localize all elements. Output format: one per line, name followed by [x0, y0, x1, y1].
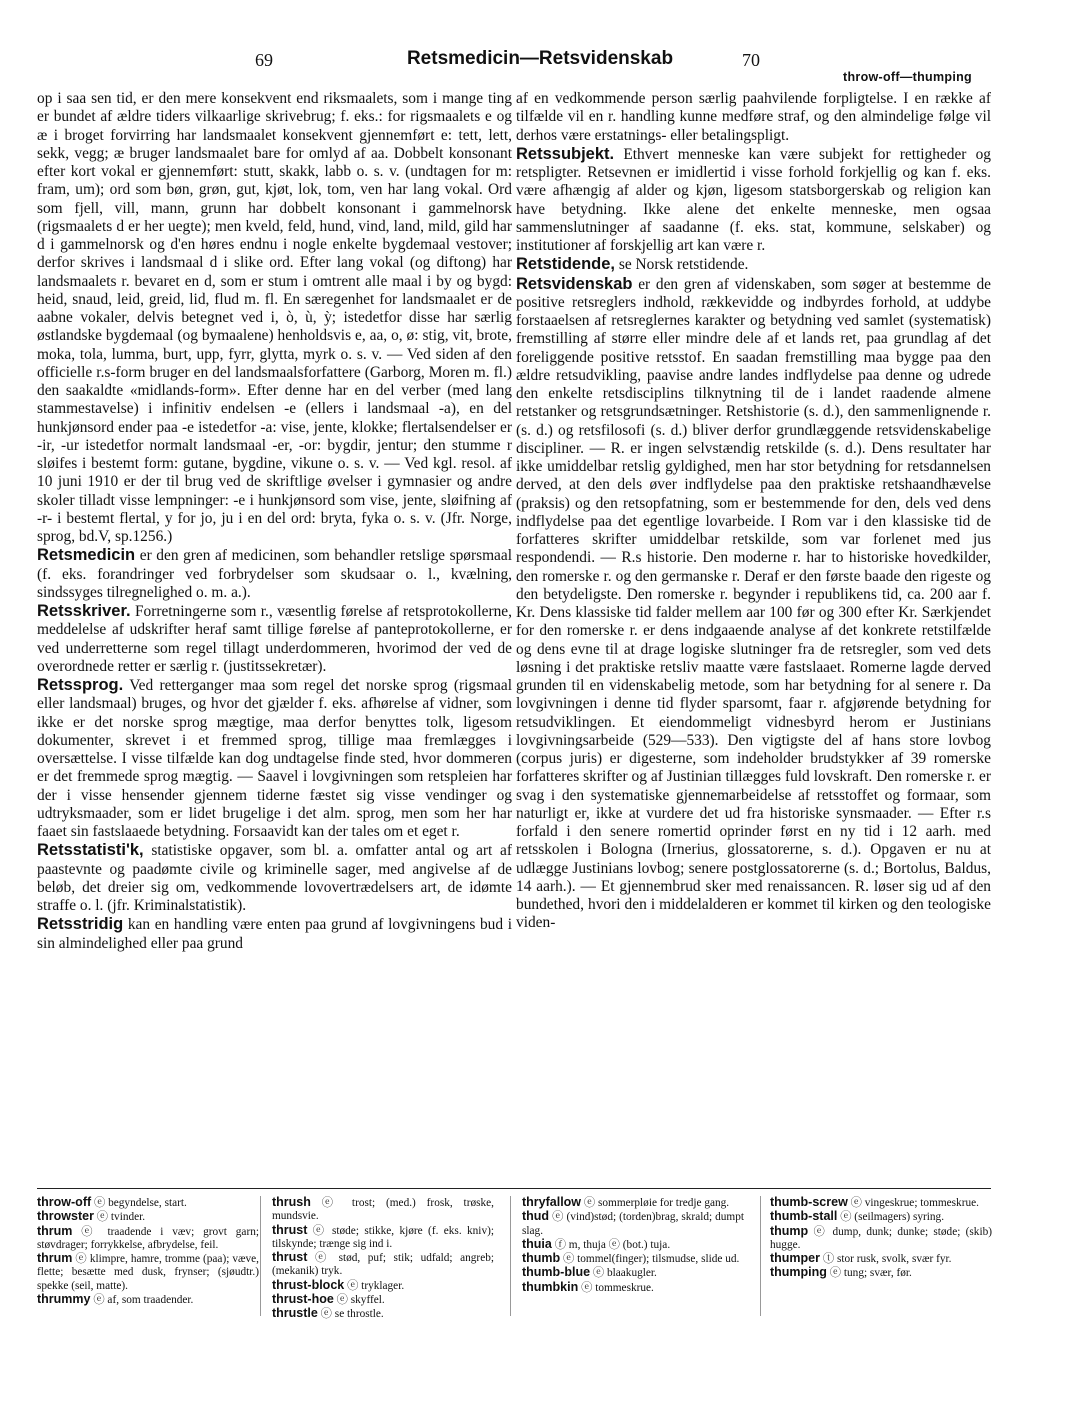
entry-retsstridig — [37, 915, 512, 953]
entry-text: Ethvert menneske kan være subjekt for rettigheder og retspligter. Retsevnen er imidlertid i visse forhold forkjellig og kan f. eks. være afhængig af alder og kjøn, ligesom statsborgerskab og religion kan have betydning. Ikke alene det enkelte menneske, men ogsaa sammenslutninger af saadanne (f. eks. stat, kommune, selskaber) og institutioner af forskjellig art kan være r. — [516, 145, 991, 254]
footer-headword: thrush — [272, 1195, 311, 1209]
footer-definition: ⓔ vingeskrue; tommeskrue. — [850, 1197, 979, 1209]
left-column — [37, 90, 512, 953]
footer-column-4 — [770, 1196, 992, 1281]
right-intro: af en vedkommende person særlig paahvilende forpligtelse. I en række af tilfælde vil en r. handling kunne medføre straf, og den almindelige følge vil derhos være erstatnings- eller betalingspligt. — [516, 90, 991, 144]
entry-text: Forretningerne som r., væsentlig førelse af retsprotokollerne, meddelelse af udskrifter heraf samt tillige førelse af panteprotokollerne, er ved underretterne som regel tillagt underdommeren, hvorimod der ved de overordnede retter er særlig r. (justitssekretær). — [37, 603, 512, 675]
footer-definition: ⓔ af, som traadender. — [93, 1294, 194, 1307]
footer-definition: ⓔ sommerpløie for tredje gang. — [583, 1197, 730, 1209]
entry-retstidende — [516, 255, 991, 274]
footer-entry — [770, 1225, 992, 1253]
headword: Retsvidenskab — [516, 274, 633, 293]
footer-entry — [272, 1224, 494, 1252]
footer-definition: ⓣ stor rusk, svolk, svær fyr. — [822, 1253, 952, 1266]
footer-entry — [272, 1279, 494, 1293]
footer-entry — [770, 1266, 992, 1280]
footer-definition: ⓔ tommeskrue. — [581, 1281, 654, 1294]
footer-entry — [770, 1210, 992, 1224]
footer-headword: thumb-blue — [522, 1265, 591, 1280]
entry-retsstatistik — [37, 841, 512, 915]
page-title: Retsmedicin—Retsvidenskab — [406, 48, 674, 69]
headword: Retsskriver. — [37, 602, 131, 620]
footer-entry — [272, 1251, 494, 1279]
footer-headword: throwster — [37, 1209, 94, 1224]
footer-headword: thumb-screw — [770, 1195, 848, 1209]
footer-definition: ⓔ se throstle. — [320, 1308, 384, 1321]
footer-entry — [522, 1266, 744, 1280]
footer-definition: ⓔ stød, puf; stik; udfald; angreb; (mekanik) tryk. — [272, 1252, 494, 1278]
footer-column-divider — [510, 1196, 511, 1316]
headword: Retssprog. — [37, 676, 124, 694]
footer-definition: ⓔ tryklager. — [347, 1279, 405, 1292]
entry-retsskriver — [37, 602, 512, 676]
headword: Retssubjekt. — [516, 144, 615, 163]
footer-entry — [770, 1196, 992, 1210]
footer-entry — [37, 1252, 259, 1293]
footer-entry — [272, 1293, 494, 1307]
footer-headword: thumb — [522, 1251, 561, 1266]
footer-headword: thrust-hoe — [272, 1292, 334, 1307]
footer-entry — [522, 1281, 744, 1295]
footer-headword: thrustle — [272, 1306, 318, 1321]
footer-headword: thrust — [272, 1222, 308, 1237]
footer-headword: thud — [522, 1209, 550, 1224]
footer-headword: thryfallow — [522, 1195, 582, 1209]
footer-headword: thump — [770, 1223, 809, 1238]
entry-text: kan en handling være enten paa grund af lovgivningens bud i sin almindelighed eller paa grund — [37, 916, 512, 952]
footer-divider — [37, 1188, 991, 1189]
entry-text: statistiske opgaver, som bl. a. omfatter antal og art af paastevnte og paadømte civile og kriminelle sager, med angivelse af de beløb, det dreier sig om, vedkommende lovovertrædelsers art, de idømte straffe o. l. (jfr. Kriminalstatistik). — [37, 842, 512, 914]
footer-definition: ⓔ trost; (med.) frosk, trøske, mundsvie. — [272, 1197, 494, 1223]
entry-text: er den gren af videnskaben, som søger at bestemme de positive retsreglers indhold, rækkevidde og indbyrdes forhold, at uddybe forstaaelsen af retsreglernes karakter og betydning ved samlet (systematisk) fremstilling af større eller mindre dele af et lands ret, paa grundlag af det foreliggende positive retsstof. En saadan fremstilling maa bygge paa den ældre retsudvikling, paavise andre landes indflydelse paa denne og udrede den enkelte retsdisciplins tilknytning til de i landet raadende almene retstanker og retsgrundsætninger. Retshistorie (s. d.), den sammenlignende r. (s. d.) og retsfilosofi (s. d.) bliver derfor grundlæggende retsvidenskabelige discipliner. — R. er ingen selvstændig retskilde (s. d.). Dens resultater har ikke umiddelbar retslig gyldighed, men har stor betydning for retsdannelsen derved, at den dels øver indflydelse paa den praktiske retshaandhævelse (praksis) og den retsopfatning, som er bestemmende for den, dels ved dens indflydelse paa det egentlige lovarbeide. I Rom var i den klassiske tid de forfatteres skrifter umiddelbar retskilde, som var forlenet med jus respondendi. — R.s historie. Den moderne r. har to historiske hovedkilder, den romerske r. og den germanske r. Deraf er den første baade den rigeste og den betydeligste. Den romerske r. begynder i republikens tid, ca. 200 aar f. Kr. Dens klassiske tid falder mellem aar 100 før og 300 efter Kr. Særkjendet for den romerske r. er dens indgaaende analyse af det konkrete retstilfælde og dens evne til at drage logiske slutninger fra de retsregler, som ved dets løsning i det praktiske retsliv maatte være fastslaaet. Romerne lagde derved grunden til en videnskabelig metode, som har betydning for al senere r. Da lovgivningen i denne tid flyder sparsomt, faar r. afgjørende betydning for retsudviklingen. Et eiendommeligt vidnesbyrd herom er Justinians lovgivningsarbeide (529—533). Den vigtigste del af hans store lovbog (corpus juris) er digesterne, som indeholder brudstykker af 39 romerske forfatteres skrifter og af Justinian tillægges fuld lovskraft. Den romerske r. er svag i den systematiske gjennemarbeidelse af retsstoffet og formaar, som naturligt er, ikke at vurdere det ud fra historiske synsmaader. — Efter r.s forfald i den senere romertid oprinder først en ny tid i 12 aarh. med retsskolen i Bologna (Irnerius, glossatorerne, s. d.). Opgaven er nu at udlægge Justinians lovbog; senere postglossatorerne (s. d.; Bortolus, Baldus, 14 aarh.). — Et gjennembrud sker med renaissancen. R. løser sig ud af den bundethed, hvori den i middelalderen er kommet til kirken og den teologiske viden- — [516, 275, 991, 932]
footer-entry — [37, 1210, 259, 1224]
footer-definition: ⓕ m, thuja ⓔ (bot.) tuja. — [554, 1238, 671, 1251]
footer-definition: ⓔ traadende i væv; grovt garn; støvdrager; forrykkelse, afbrydelse, feil. — [37, 1225, 259, 1251]
footer-entry — [37, 1225, 259, 1253]
footer-definition: ⓔ støde; stikke, kjøre (f. eks. kniv); tilskynde; trænge sig ind i. — [272, 1224, 494, 1250]
footer-definition: ⓔ begyndelse, start. — [93, 1197, 187, 1209]
footer-definition: ⓔ tvinder. — [96, 1211, 146, 1224]
footer-entry — [770, 1252, 992, 1266]
headword: Retsmedicin — [37, 546, 136, 565]
entry-text: se Norsk retstidende. — [618, 256, 749, 274]
left-intro: op i saa sen tid, er den mere konsekvent end riksmaalets, som i mange ting er bundet af ældre tiders vilkaarlige skrivebrug; f. eks.: for rigsmaalets e og æ i broget forvirring har landsmaalet konsekvent gjennemført e: tett, lett, sekk, vegg; æ bruger landsmaalet bare for omlyd af aa. Dobbelt konsonant efter kort vokal er gjennemført: stutt, skakk, labb o. s. v. (undtagen for m: fram, um); ord som bøn, grøn, gut, kjøt, lok, tom, ven har lang vokal. Ord som fjell, vill, mann, grunn har dobbelt konsonant i gammelnorsk (rigsmaalets d er her uegte); men kveld, feld, hund, vind, land, mild, gild har d i gammelnorsk og d'en høres endnu i nogle enkelte bygdemaal vestover; derfor skrives i landsmaal d i slike ord. Efter lang vokal (og diftong) har landsmaalets r. bevaret en d, som er stum i omtrent alle maal i by og bygd: heid, snaud, leid, greid, lid, flud m. fl. En særegenhet for landsmaalet er de aabne vokaler, delvis betegnet ved i, ò, ù, ỳ; istedetfor disse har særlig østlandske bygdemaal (og bymaalene) henholdsvis e, aa, o, ø: stig, vit, brote, moka, tola, lumma, burt, upp, fyrr, glytta, myrk o. s. v. — Ved siden af den officielle r.s-form bruger en del landsmaalsforfattere (Garborg, Moren m. fl.) den saakaldte «midlands-form». Efter denne har en del verber (med lang stammestavelse) i infinitiv endelsen -e (ellers i landsmaal -a), en del hunkjønsord ender paa -e istedetfor -a: vise, jente, klokke; flertalsendelser er -ir, -ur istedetfor normalt landsmaal -er, -or: bygdir, jentur; den stumme r sløifes i bestemt form: gutane, bygdine, vikune o. s. v. — Ved kgl. resol. af 10 juni 1910 er der til brug ved de skriftlige øvelser i gymnasier og andre skoler tilladt visse lempninger: -e i hunkjønsord som vise, jente, sløifning af -r- i bestemt flertal, y for jo, ju i en del ord: bryta, fyka o. s. v. (Jfr. Norge, sprog, bd.V, sp.1256.) — [37, 90, 512, 545]
headword: Retstidende, — [516, 255, 616, 274]
entry-retsmedicin — [37, 546, 512, 602]
footer-definition: ⓔ (vind)stød; (torden)brag, skrald; dumpt slag. — [522, 1211, 744, 1237]
entry-retsvidenskab — [516, 275, 991, 933]
entry-text: er den gren af medicinen, som behandler retslige spørsmaal (f. eks. forandringer ved forbrydelser som skudsaar o. l., kvælning, sindssyges tilregnelighed o. m. a.). — [37, 547, 512, 601]
entry-text: Ved retterganger maa som regel det norske sprog (rigsmaal eller landsmaal) bruges, og hvor det gjælder f. eks. afhørelse af vidner, som ikke er det norske sprog mægtige, maa derfor benyttes tolk, ligesom dokumenter, skrevet i et fremmed sprog, tillige maa fremlægges i oversættelse. I visse tilfælde kan dog undtagelse finde sted, hvor dommeren er det fremmede sprog mægtig. — Saavel i lovgivningen som retspleien har der i visse hensender gjennem tiderne fæstet sig visse vendinger og udtryksmaader, som er lidet brugelige i det alm. sprog, men som her har faaet sin fastslaaede betydning. Forsaavidt kan der tales om et eget r. — [37, 677, 512, 840]
footer-entry — [37, 1293, 259, 1307]
footer-entry — [522, 1238, 744, 1252]
footer-definition: ⓔ skyffel. — [336, 1294, 385, 1307]
footer-column-3 — [522, 1196, 744, 1295]
footer-entry — [272, 1196, 494, 1224]
entry-retssubjekt — [516, 145, 991, 256]
footer-definition: ⓔ blaakugler. — [592, 1267, 657, 1280]
footer-column-1 — [37, 1196, 259, 1307]
footer-headword: thuia — [522, 1236, 552, 1251]
footer-definition: ⓔ klimpre, hamre, tromme (paa); væve, flette; besætte med dusk, frynser; (sjøudtr.) spekke (seil, matte). — [37, 1253, 260, 1292]
footer-headword: thumbkin — [522, 1279, 579, 1294]
footer-headword: thumb-stall — [770, 1209, 838, 1224]
headword: Retsstridig — [37, 915, 124, 934]
footer-definition: ⓔ (seilmagers) syring. — [840, 1211, 945, 1224]
page-number-left: 69 — [255, 50, 273, 70]
footer-entry — [522, 1210, 744, 1238]
footer-headword: thumping — [770, 1265, 827, 1280]
page-number-right: 70 — [742, 50, 760, 70]
footer-entry — [37, 1196, 259, 1210]
guide-words: throw-off—thumping — [843, 70, 972, 84]
footer-definition: ⓔ tung; svær, før. — [829, 1267, 912, 1280]
footer-column-divider — [260, 1196, 261, 1316]
footer-column-divider — [760, 1196, 761, 1316]
footer-headword: thrummy — [37, 1292, 91, 1307]
footer-column-2 — [272, 1196, 494, 1322]
footer-entry — [272, 1307, 494, 1321]
footer-definition: ⓔ dump, dunk; dunke; støde; (skib) hugge. — [770, 1225, 992, 1251]
footer-headword: thrust-block — [272, 1277, 345, 1292]
footer-headword: thumper — [770, 1251, 820, 1266]
footer-definition: ⓔ tommel(finger); tilsmudse, slide ud. — [563, 1253, 740, 1266]
footer-headword: thrum — [37, 1251, 73, 1266]
footer-entry — [522, 1252, 744, 1266]
footer-headword: thrust — [272, 1250, 308, 1265]
entry-retssprog — [37, 676, 512, 841]
right-column — [516, 90, 991, 933]
headword: Retsstatisti'k, — [37, 841, 144, 860]
footer-headword: throw-off — [37, 1195, 92, 1209]
footer-entry — [522, 1196, 744, 1210]
footer-headword: thrum — [37, 1223, 73, 1238]
